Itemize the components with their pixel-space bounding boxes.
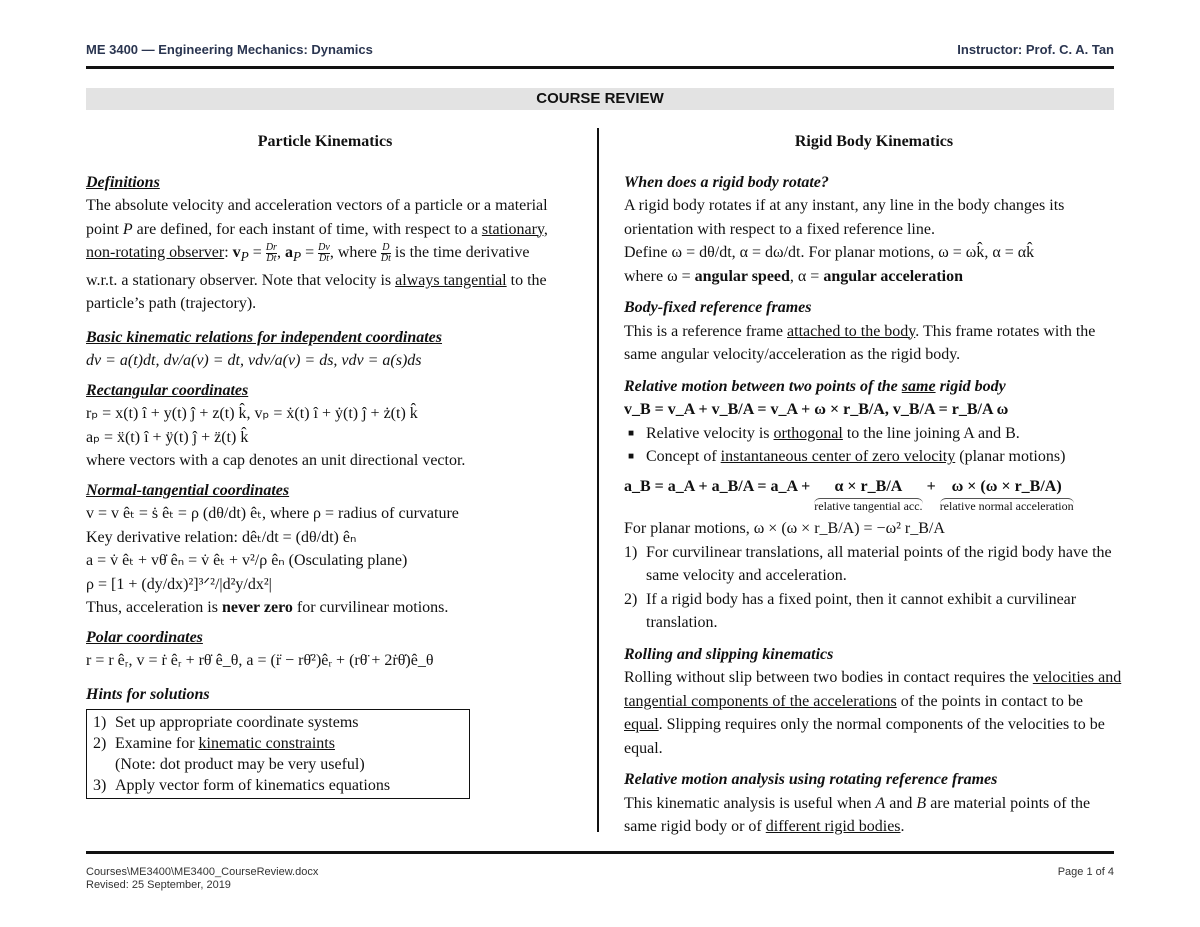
list-item: (Note: dot product may be very useful) (115, 756, 365, 774)
equation: r = r êᵣ, v = ṙ êᵣ + rθ̇ ê_θ, a = (r̈ − rθ̇²)êᵣ + (rθ̈ + 2ṙθ̇)ê_θ (86, 652, 434, 670)
equation: For planar motions, ω × (ω × r_B/A) = −ω² r_B/A (624, 520, 945, 537)
equation: dv = a(t)dt, dv/a(v) = dt, vdv/a(v) = ds, vdv = a(s)ds (86, 352, 422, 370)
page-title: COURSE REVIEW (86, 88, 1114, 110)
footer-rule (86, 851, 1114, 854)
equation: v_B = v_A + v_B/A = v_A + ω × r_B/A, v_B/A = r_B/A ω (624, 401, 1009, 418)
section-heading: Relative motion analysis using rotating reference frames (624, 771, 998, 788)
bullet-item: ■ Relative velocity is orthogonal to the line joining A and B. (628, 424, 1020, 442)
page-header (86, 42, 1114, 57)
equation: ρ = [1 + (dy/dx)²]³ᐟ²/|d²y/dx²| (86, 575, 272, 593)
particle-kinematics-column (86, 130, 564, 799)
page-footer (86, 866, 1114, 892)
column-title: Particle Kinematics (257, 133, 393, 150)
paragraph: This is a reference frame attached to the body. This frame rotates with the same angular velocity/acceleration as the rigid body. (624, 322, 1096, 363)
section-heading: Polar coordinates (86, 628, 203, 646)
section-heading: Body-fixed reference frames (624, 299, 812, 316)
paragraph: Rolling without slip between two bodies in contact requires the velocities and tangential components of the accelerations of the points in contact to be equal. Slipping requires only the normal components of the velocities to be equal. (624, 669, 1122, 757)
equation: aₚ = ẍ(t) î + ÿ(t) ĵ + z̈(t) k̂ (86, 428, 249, 446)
acceleration-equation: a_B = a_A + a_B/A = a_A + α × r_B/A relative tangential acc. + ω × (ω × r_B/A) relative normal acceleration (624, 477, 1074, 513)
equation: a = v̇ êₜ + vθ̇ êₙ = v̇ êₜ + v²/ρ êₙ (Osculating plane) (86, 552, 408, 570)
section-heading: Definitions (86, 173, 160, 191)
equation: v = v êₜ = ṡ êₜ = ρ (dθ/dt) êₜ, where ρ = radius of curvature (86, 505, 459, 523)
note: where vectors with a cap denotes an unit directional vector. (86, 452, 466, 470)
equation: rₚ = x(t) î + y(t) ĵ + z(t) k̂, vₚ = ẋ(t) î + ẏ(t) ĵ + ż(t) k̂ (86, 405, 418, 423)
list-item: 1) Set up appropriate coordinate systems (93, 714, 359, 732)
rigid-body-column (624, 130, 1124, 839)
column-divider (597, 128, 599, 832)
instructor: Instructor: Prof. C. A. Tan (957, 42, 1114, 57)
list-item: 2) Examine for kinematic constraints (93, 735, 335, 753)
column-title: Rigid Body Kinematics (794, 133, 954, 150)
section-heading: Normal-tangential coordinates (86, 481, 290, 499)
list-item: 2) If a rigid body has a fixed point, then it cannot exhibit a curvilinear translation. (624, 590, 1077, 631)
hints-box (86, 709, 470, 799)
section-heading: Basic kinematic relations for independent coordinates (86, 328, 443, 346)
definitions-text: The absolute velocity and acceleration vectors of a particle or a material point P are defined, for each instant of time, with respect to a stationary, non-rotating observer: $v_P$ = $\frac{Dr}{Dt}$ , $a_P$ = $\frac{Dv}{Dt}$ , where $\frac{D}{Dt}$ is the time derivative w.r.t. a stationary observer. Note that velocity is always tangential to the particle’s path (trajectory). (86, 197, 548, 313)
section-heading: Hints for solutions (86, 685, 210, 703)
paragraph: This kinematic analysis is useful when A and B are material points of the same rigid body or of different rigid bodies. (624, 794, 1091, 835)
list-item: 3) Apply vector form of kinematics equations (93, 777, 391, 795)
equation: Key derivative relation: dêₜ/dt = (dθ/dt) êₙ (86, 528, 357, 546)
bullet-item: ■ Concept of instantaneous center of zero velocity (planar motions) (628, 448, 1066, 465)
course-title: ME 3400 — Engineering Mechanics: Dynamics (86, 42, 373, 57)
equation: where ω = angular speed, α = angular acceleration (624, 267, 964, 285)
section-heading: Rolling and slipping kinematics (624, 645, 834, 663)
section-heading: Relative motion between two points of the same rigid body (624, 377, 1006, 395)
paragraph: A rigid body rotates if at any instant, any line in the body changes its orientation with respect to a fixed reference line. (624, 197, 1065, 238)
note: Thus, acceleration is never zero for curvilinear motions. (86, 599, 449, 617)
equation: Define ω = dθ/dt, α = dω/dt. For planar motions, ω = ωk̂, α = αk̂ (624, 244, 1035, 261)
revised-date: Revised: 25 September, 2019 (86, 879, 231, 891)
section-heading: Rectangular coordinates (86, 381, 249, 399)
header-rule (86, 66, 1114, 69)
section-heading: When does a rigid body rotate? (624, 173, 829, 191)
file-path: Courses\ME3400\ME3400_CourseReview.docx (86, 866, 319, 878)
page-number: Page 1 of 4 (1057, 866, 1114, 878)
list-item: 1) For curvilinear translations, all material points of the rigid body have the same velocity and acceleration. (624, 543, 1112, 584)
